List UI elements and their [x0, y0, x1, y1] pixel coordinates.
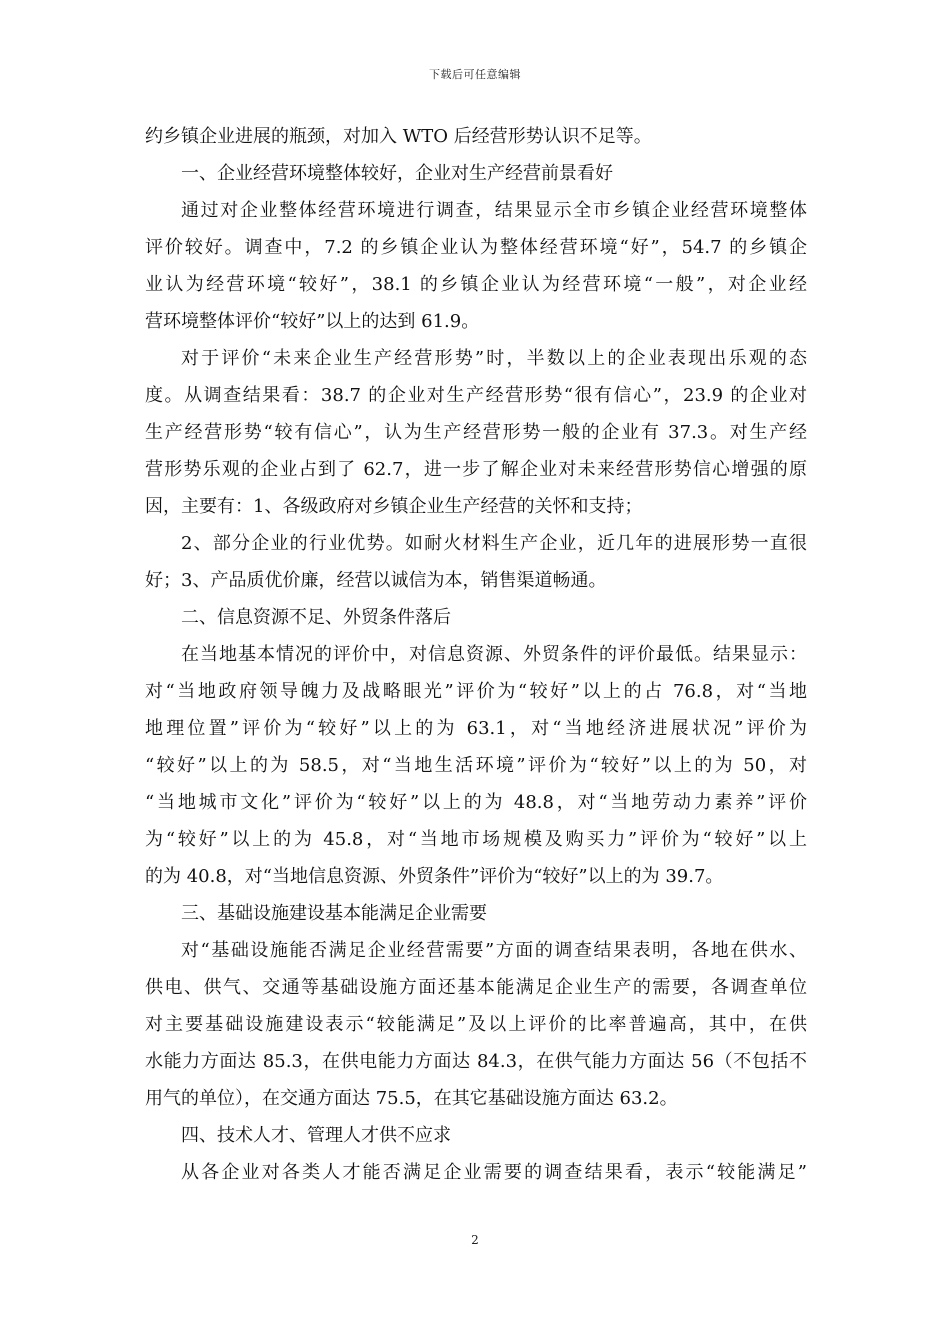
section-heading: 三、基础设施建设基本能满足企业需要 [181, 903, 487, 924]
paragraph-line: 的为 40.8，对“当地信息资源、外贸条件”评价为“较好”以上的为 39.7。 [145, 866, 724, 887]
document-body [145, 118, 807, 1191]
page-number: 2 [471, 1233, 479, 1247]
paragraph-line: 营形势乐观的企业占到了 62.7，进一步了解企业对未来经营形势信心增强的原 [145, 459, 807, 480]
paragraph-line: “当地城市文化”评价为“较好”以上的为 48.8，对“当地劳动力素养”评价 [145, 792, 807, 813]
paragraph-line: 对“基础设施能否满足企业经营需要”方面的调查结果表明，各地在供水、 [181, 940, 807, 961]
paragraph-line: 约乡镇企业进展的瓶颈，对加入 WTO 后经营形势认识不足等。 [145, 126, 652, 147]
paragraph-line: 在当地基本情况的评价中，对信息资源、外贸条件的评价最低。结果显示： [181, 644, 807, 665]
paragraph-line: 度。从调查结果看：38.7 的企业对生产经营形势“很有信心”，23.9 的企业对 [145, 385, 807, 406]
section-heading: 四、技术人才、管理人才供不应求 [181, 1125, 451, 1146]
paragraph-line: 业认为经营环境“较好”，38.1 的乡镇企业认为经营环境“一般”，对企业经 [145, 274, 807, 295]
paragraph-line: 通过对企业整体经营环境进行调查，结果显示全市乡镇企业经营环境整体 [181, 200, 807, 221]
paragraph-line: “较好”以上的为 58.5，对“当地生活环境”评价为“较好”以上的为 50，对 [145, 755, 807, 776]
paragraph-line: 供电、供气、交通等基础设施方面还基本能满足企业生产的需要，各调查单位 [145, 977, 807, 998]
paragraph-line: 2、部分企业的行业优势。如耐火材料生产企业，近几年的进展形势一直很 [181, 533, 807, 554]
paragraph-line: 对于评价“未来企业生产经营形势”时，半数以上的企业表现出乐观的态 [181, 348, 807, 369]
paragraph-line: 好；3、产品质优价廉，经营以诚信为本，销售渠道畅通。 [145, 570, 607, 591]
paragraph-line: 生产经营形势“较有信心”，认为生产经营形势一般的企业有 37.3。对生产经 [145, 422, 807, 443]
section-heading: 二、信息资源不足、外贸条件落后 [181, 607, 451, 628]
section-heading: 一、企业经营环境整体较好，企业对生产经营前景看好 [181, 163, 613, 184]
paragraph-line: 对“当地政府领导魄力及战略眼光”评价为“较好”以上的占 76.8，对“当地 [145, 681, 807, 702]
paragraph-line: 地理位置”评价为“较好”以上的为 63.1，对“当地经济进展状况”评价为 [145, 718, 807, 739]
paragraph-line: 用气的单位），在交通方面达 75.5，在其它基础设施方面达 63.2。 [145, 1088, 678, 1109]
paragraph-line: 为“较好”以上的为 45.8，对“当地市场规模及购买力”评价为“较好”以上 [145, 829, 807, 850]
page-header: 下载后可任意编辑 [429, 68, 521, 81]
paragraph-line: 因，主要有：1、各级政府对乡镇企业生产经营的关怀和支持； [145, 496, 643, 517]
paragraph-line: 营环境整体评价“较好”以上的达到 61.9。 [145, 311, 480, 332]
paragraph-line: 对主要基础设施建设表示“较能满足”及以上评价的比率普遍高，其中，在供 [145, 1014, 807, 1035]
paragraph-line: 从各企业对各类人才能否满足企业需要的调查结果看，表示“较能满足” [181, 1162, 807, 1183]
paragraph-line: 评价较好。调查中，7.2 的乡镇企业认为整体经营环境“好”，54.7 的乡镇企 [145, 237, 807, 258]
paragraph-line: 水能力方面达 85.3，在供电能力方面达 84.3，在供气能力方面达 56（不包括不 [145, 1051, 807, 1072]
